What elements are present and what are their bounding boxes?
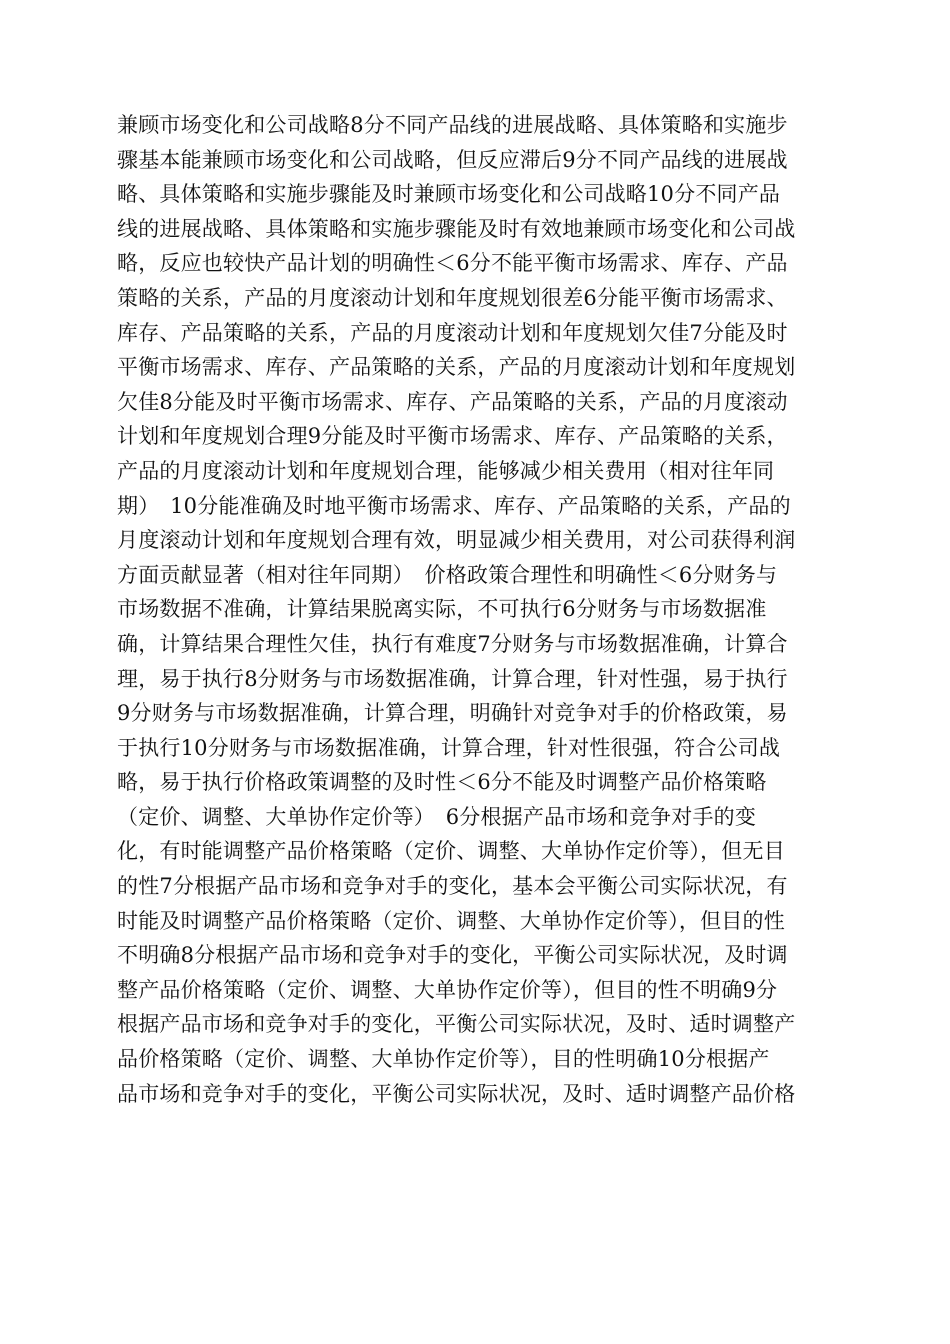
- text-line: 线的进展战略、具体策略和实施步骤能及时有效地兼顾市场变化和公司战: [117, 216, 796, 241]
- text-line: 库存、产品策略的关系，产品的月度滚动计划和年度规划欠佳7分能及时: [117, 320, 788, 345]
- body-text: [117, 108, 837, 1111]
- text-line: 方面贡献显著（相对往年同期） 价格政策合理性和明确性＜6分财务与: [117, 562, 778, 587]
- text-line: 计划和年度规划合理9分能及时平衡市场需求、库存、产品策略的关系，: [117, 424, 788, 449]
- text-line: 9分财务与市场数据准确，计算合理，明确针对竞争对手的价格政策，易: [117, 701, 788, 726]
- text-line: 品市场和竞争对手的变化，平衡公司实际状况，及时、适时调整产品价格: [117, 1081, 796, 1106]
- text-line: 的性7分根据产品市场和竞争对手的变化，基本会平衡公司实际状况，有: [117, 874, 788, 899]
- text-line: 平衡市场需求、库存、产品策略的关系，产品的月度滚动计划和年度规划: [117, 355, 796, 380]
- text-line: 策略的关系，产品的月度滚动计划和年度规划很差6分能平衡市场需求、: [117, 285, 788, 310]
- text-line: 市场数据不准确，计算结果脱离实际，不可执行6分财务与市场数据准: [117, 597, 767, 622]
- text-line: 月度滚动计划和年度规划合理有效，明显减少相关费用，对公司获得利润: [117, 528, 796, 553]
- text-line: 略，反应也较快产品计划的明确性＜6分不能平衡市场需求、库存、产品: [117, 251, 788, 276]
- text-line: 兼顾市场变化和公司战略8分不同产品线的进展战略、具体策略和实施步: [117, 113, 788, 137]
- text-line: 理，易于执行8分财务与市场数据准确，计算合理，针对性强，易于执行: [117, 666, 788, 691]
- text-line: 品价格策略（定价、调整、大单协作定价等），目的性明确10分根据产: [117, 1047, 770, 1072]
- text-line: （定价、调整、大单协作定价等） 6分根据产品市场和竞争对手的变: [117, 804, 757, 829]
- text-line: 不明确8分根据产品市场和竞争对手的变化，平衡公司实际状况，及时调: [117, 943, 788, 968]
- text-line: 于执行10分财务与市场数据准确，计算合理，针对性很强，符合公司战: [117, 735, 781, 760]
- text-line: 根据产品市场和竞争对手的变化，平衡公司实际状况，及时、适时调整产: [117, 1012, 796, 1037]
- text-line: 产品的月度滚动计划和年度规划合理，能够减少相关费用（相对往年同: [117, 458, 775, 483]
- text-line: 期） 10分能准确及时地平衡市场需求、库存、产品策略的关系，产品的: [117, 493, 791, 518]
- text-line: 时能及时调整产品价格策略（定价、调整、大单协作定价等），但目的性: [117, 908, 785, 933]
- text-line: 整产品价格策略（定价、调整、大单协作定价等），但目的性不明确9分: [117, 977, 778, 1002]
- text-line: 略，易于执行价格政策调整的及时性＜6分不能及时调整产品价格策略: [117, 770, 767, 795]
- text-line: 略、具体策略和实施步骤能及时兼顾市场变化和公司战略10分不同产品: [117, 182, 781, 207]
- text-line: 确，计算结果合理性欠佳，执行有难度7分财务与市场数据准确，计算合: [117, 631, 788, 656]
- text-line: 骤基本能兼顾市场变化和公司战略，但反应滞后9分不同产品线的进展战: [117, 147, 788, 172]
- text-line: 欠佳8分能及时平衡市场需求、库存、产品策略的关系，产品的月度滚动: [117, 389, 788, 414]
- text-line: 化，有时能调整产品价格策略（定价、调整、大单协作定价等），但无目: [117, 839, 785, 864]
